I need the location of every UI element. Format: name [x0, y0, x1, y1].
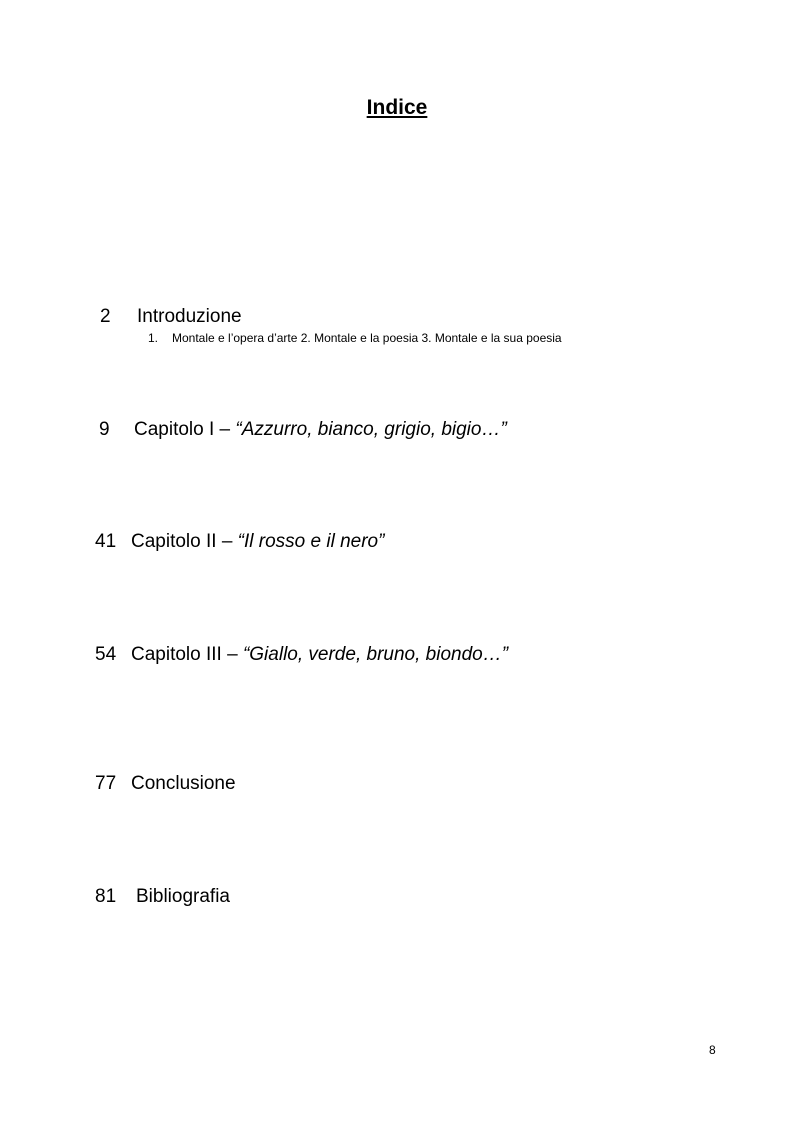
toc-page-number: 9	[99, 419, 110, 440]
toc-entry-introduzione[interactable]	[0, 306, 794, 334]
toc-entry-capitolo-2[interactable]	[0, 531, 794, 559]
sub-list-marker: 1.	[148, 331, 159, 345]
toc-page-number: 81	[95, 886, 117, 907]
toc-entry-bibliografia[interactable]	[0, 886, 794, 914]
toc-entry-conclusione[interactable]	[0, 773, 794, 801]
toc-label: Conclusione	[131, 773, 236, 794]
toc-label: Introduzione	[137, 306, 242, 327]
toc-page-number: 54	[95, 644, 117, 665]
page-title: Indice	[366, 96, 428, 119]
toc-page-number: 2	[100, 306, 111, 327]
toc-entry-capitolo-3[interactable]	[0, 644, 794, 672]
toc-entry-capitolo-1[interactable]	[0, 419, 794, 447]
toc-page-number: 41	[95, 531, 117, 552]
toc-page-number: 77	[95, 773, 117, 794]
toc-label: Capitolo III – “Giallo, verde, bruno, biondo…”	[131, 644, 509, 665]
toc-sub-list	[148, 331, 562, 345]
page-number: 8	[709, 1043, 716, 1057]
toc-label: Capitolo I – “Azzurro, bianco, grigio, bigio…”	[134, 419, 507, 440]
sub-list-text: Montale e l’opera d’arte 2. Montale e la poesia 3. Montale e la sua poesia	[172, 331, 562, 345]
toc-label: Bibliografia	[136, 886, 230, 907]
toc-label: Capitolo II – “Il rosso e il nero”	[131, 531, 385, 552]
